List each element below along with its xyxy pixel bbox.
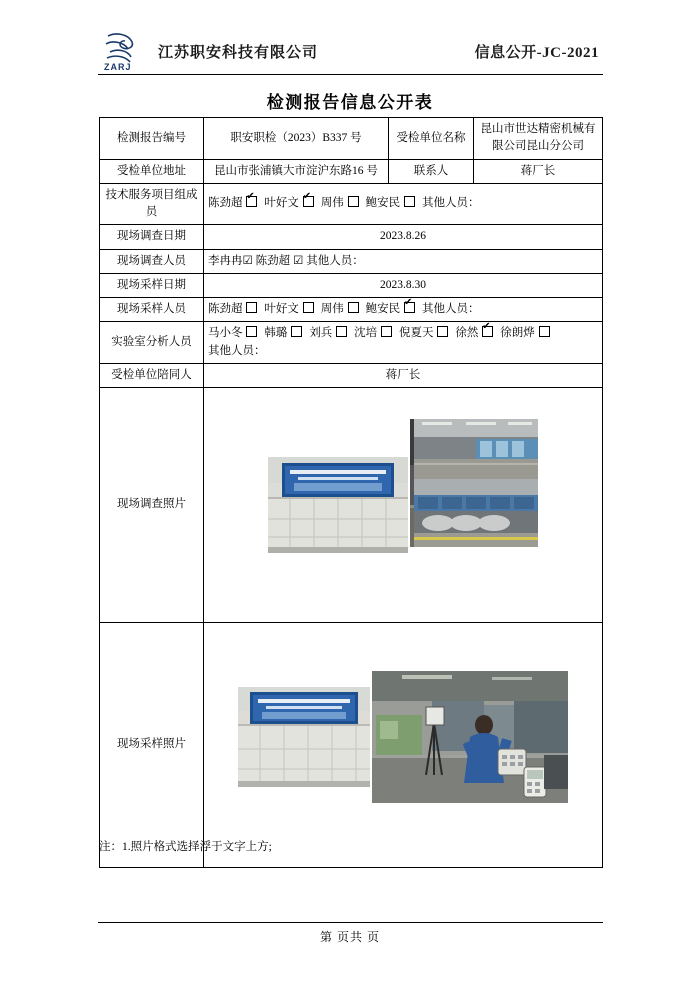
- lab-staff-1: [264, 325, 303, 342]
- survey-photo-cell: [204, 388, 603, 623]
- contact-value: 蒋厂长: [474, 159, 603, 183]
- page-footer: 第 页共 页: [319, 930, 380, 944]
- table-row-survey-photos: [100, 388, 603, 623]
- lab-staff-cell: [204, 322, 603, 364]
- team-member-0: [208, 195, 258, 212]
- table-row: [100, 298, 603, 322]
- lab-staff-label: 实验室分析人员: [100, 322, 204, 364]
- survey-date-value: 2023.8.26: [204, 225, 603, 249]
- lab-staff-label-3: 沈培: [354, 327, 380, 340]
- photo-factory-signboard: [268, 457, 408, 553]
- lab-staff-label-6: 徐朗烨: [500, 327, 538, 340]
- table-row: [100, 322, 603, 364]
- page-title: 检测报告信息公开表: [266, 93, 434, 112]
- header-divider: [98, 74, 603, 75]
- document-code: 信息公开-JC-2021: [474, 44, 599, 61]
- team-member-label-3: 鲍安民: [365, 197, 403, 210]
- table-row: [100, 183, 603, 225]
- checkbox-team-member-0[interactable]: [246, 196, 257, 207]
- company-logo-icon: [98, 30, 150, 72]
- table-row-sampling-photos: [100, 623, 603, 868]
- client-addr-label: 受检单位地址: [100, 159, 204, 183]
- sampling-staff-list: [208, 303, 422, 315]
- lab-staff-5: [455, 325, 494, 342]
- lab-staff-label-5: 徐然: [455, 327, 482, 340]
- team-member-label-2: 周伟: [320, 197, 347, 210]
- survey-staff-value: 李冉冉☑ 陈劲超 ☑ 其他人员：: [204, 249, 603, 273]
- page-header: [98, 28, 603, 74]
- company-name: 江苏职安科技有限公司: [158, 44, 319, 61]
- lab-staff-3: [354, 325, 393, 342]
- escort-label: 受检单位陪同人: [100, 363, 204, 387]
- lab-staff-label-2: 刘兵: [309, 327, 336, 340]
- sampling-photo-label: 现场采样照片: [100, 623, 204, 868]
- checkbox-sampling-staff-1[interactable]: [303, 302, 314, 313]
- lab-staff-0: [208, 325, 258, 342]
- checkbox-team-member-1[interactable]: [303, 196, 314, 207]
- team-member-label-0: 陈劲超: [208, 197, 246, 210]
- lab-staff-2: [309, 325, 348, 342]
- table-row: [100, 363, 603, 387]
- sampling-staff-label-1: 叶好文: [264, 303, 302, 315]
- photo-onsite-sampling: [372, 671, 568, 803]
- sampling-date-value: 2023.8.30: [204, 273, 603, 297]
- photo-workshop-wide: [414, 419, 538, 479]
- checkbox-sampling-staff-3[interactable]: [404, 302, 415, 313]
- report-no-label: 检测报告编号: [100, 118, 204, 160]
- team-member-2: [321, 195, 360, 212]
- sampling-staff-2: [321, 301, 360, 318]
- checkbox-sampling-staff-0[interactable]: [246, 302, 257, 313]
- photo-factory-signboard-2: [238, 687, 370, 787]
- survey-photo-label: 现场调查照片: [100, 388, 204, 623]
- checkbox-lab-staff-3[interactable]: [381, 326, 392, 337]
- checkbox-team-member-3[interactable]: [404, 196, 415, 207]
- checkbox-lab-staff-4[interactable]: [437, 326, 448, 337]
- lab-staff-6: [500, 325, 550, 342]
- sampling-staff-label-0: 陈劲超: [208, 303, 246, 315]
- checkbox-lab-staff-6[interactable]: [539, 326, 550, 337]
- checkbox-team-member-2[interactable]: [348, 196, 359, 207]
- sampling-staff-label: 现场采样人员: [100, 298, 204, 322]
- survey-date-label: 现场调查日期: [100, 225, 204, 249]
- lab-other-label: 其他人员：: [208, 344, 266, 357]
- lab-staff-label-1: 韩璐: [264, 327, 291, 340]
- report-no-value: 职安职检（2023）B337 号: [204, 118, 389, 160]
- client-name-value: 昆山市世达精密机械有限公司昆山分公司: [474, 118, 603, 160]
- lab-staff-4: [399, 325, 449, 342]
- team-other-label: 其他人员：: [422, 197, 480, 210]
- sampling-photo-cell: [204, 623, 603, 868]
- lab-staff-label-0: 马小冬: [208, 327, 246, 340]
- table-row: [100, 249, 603, 273]
- team-member-1: [264, 195, 314, 212]
- header-left: [98, 30, 318, 72]
- table-row: [100, 159, 603, 183]
- checkbox-lab-staff-5[interactable]: [482, 326, 493, 337]
- photo-workshop-racks: [414, 479, 538, 547]
- escort-value: 蒋厂长: [204, 363, 603, 387]
- team-member-3: [366, 195, 416, 212]
- svg-text:ZARJ: ZARJ: [104, 62, 132, 72]
- client-name-label: 受检单位名称: [389, 118, 474, 160]
- checkbox-sampling-staff-2[interactable]: [348, 302, 359, 313]
- sampling-staff-cell: [204, 298, 603, 322]
- contact-label: 联系人: [389, 159, 474, 183]
- lab-staff-list: [208, 325, 598, 342]
- sampling-other-label: 其他人员：: [422, 303, 480, 315]
- sampling-staff-label-3: 鲍安民: [365, 303, 403, 315]
- sampling-photo-collage: [238, 671, 568, 819]
- survey-photo-collage: [268, 411, 538, 599]
- table-row: [100, 225, 603, 249]
- sampling-staff-0: [208, 301, 258, 318]
- checkbox-lab-staff-2[interactable]: [336, 326, 347, 337]
- sampling-date-label: 现场采样日期: [100, 273, 204, 297]
- team-label: 技术服务项目组成员: [100, 183, 204, 225]
- sampling-staff-3: [366, 301, 416, 318]
- sampling-staff-1: [264, 301, 314, 318]
- lab-staff-label-4: 倪夏天: [399, 327, 437, 340]
- client-addr-value: 昆山市张浦镇大市淀沪东路16 号: [204, 159, 389, 183]
- team-members-cell: [204, 183, 603, 225]
- footer-divider: [98, 922, 603, 923]
- team-members-list: [208, 197, 422, 209]
- table-row: [100, 273, 603, 297]
- report-info-table: [99, 117, 602, 868]
- checkbox-lab-staff-1[interactable]: [291, 326, 302, 337]
- photo-format-note: 注：1.照片格式选择浮于文字上方;: [99, 841, 272, 853]
- sampling-staff-label-2: 周伟: [320, 303, 347, 315]
- table-row: [100, 118, 603, 160]
- checkbox-lab-staff-0[interactable]: [246, 326, 257, 337]
- survey-staff-label: 现场调查人员: [100, 249, 204, 273]
- team-member-label-1: 叶好文: [264, 197, 302, 210]
